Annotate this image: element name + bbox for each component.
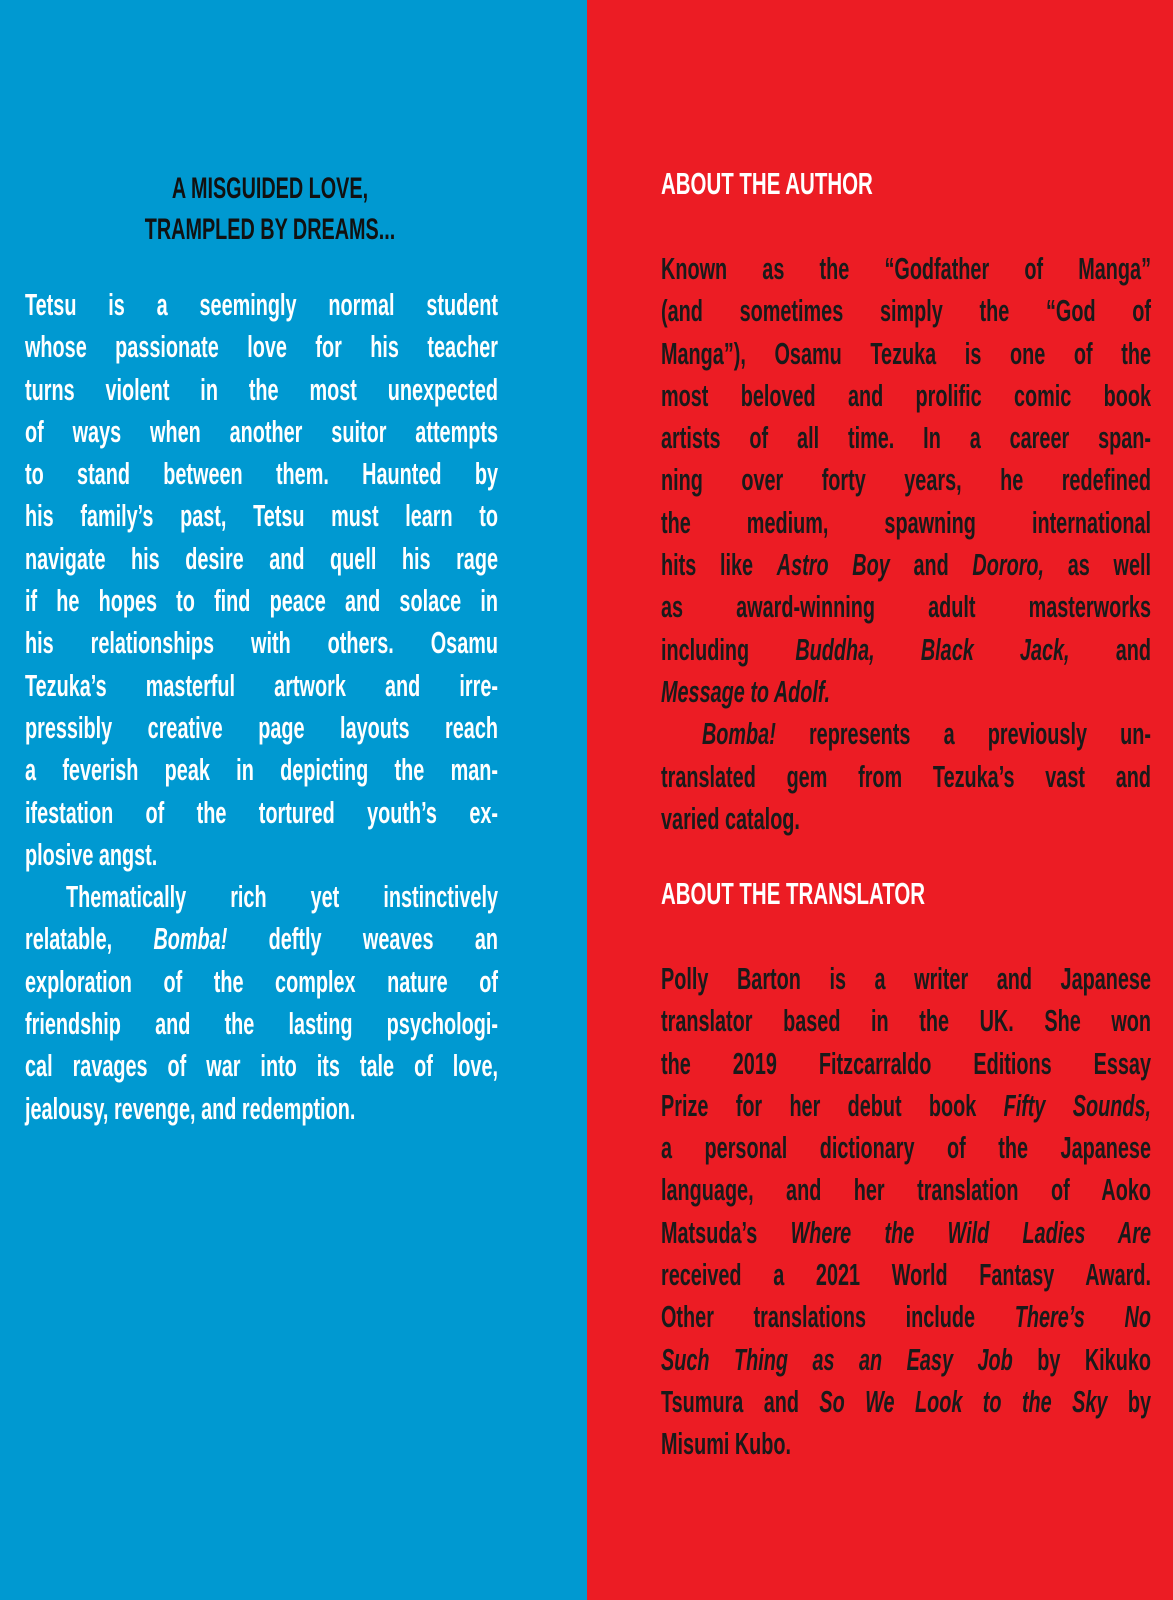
synopsis-line: jealousy, revenge, and redemption.: [25, 1090, 356, 1126]
book-title-fifty-sounds: Fifty Sounds,: [1003, 1087, 1151, 1123]
about-translator-heading-text: ABOUT THE TRANSLATOR: [661, 876, 926, 911]
translator-text-run: Prize for her debut book: [661, 1087, 1004, 1123]
translator-line: a personal dictionary of the Japanese: [661, 1130, 1151, 1166]
synopsis-line: [25, 918, 498, 960]
author-line: [661, 713, 1151, 755]
author-line: artists of all time. In a career span-: [661, 420, 1151, 456]
tagline: [0, 168, 540, 250]
synopsis-text: [25, 284, 498, 1130]
translator-line: Misumi Kubo.: [661, 1426, 792, 1462]
author-line: [661, 671, 1151, 713]
author-line: the medium, spawning international: [661, 504, 1151, 540]
author-text-run: including: [661, 631, 796, 667]
synopsis-line: a feverish peak in depicting the man-: [25, 752, 498, 788]
author-line: Manga”), Osamu Tezuka is one of the: [661, 335, 1151, 371]
about-author-heading-text: ABOUT THE AUTHOR: [661, 166, 873, 201]
translator-text-run: Other translations include: [661, 1299, 1015, 1335]
synopsis-line: cal ravages of war into its tale of love,: [25, 1048, 498, 1084]
author-line: translated gem from Tezuka’s vast and: [661, 758, 1151, 794]
tagline-line-2: TRAMPLED BY DREAMS...: [144, 213, 396, 246]
book-title-astro-boy: Astro Boy: [776, 547, 890, 583]
book-title-theres-no-such-thing: There’s No: [1014, 1299, 1151, 1335]
translator-line: the 2019 Fitzcarraldo Editions Essay: [661, 1045, 1151, 1081]
synopsis-line: his relationships with others. Osamu: [25, 625, 498, 661]
author-line: (and sometimes simply the “God of: [661, 293, 1151, 329]
translator-text-run: Matsuda’s: [661, 1214, 791, 1250]
author-text-run: as well: [1044, 547, 1151, 583]
book-title-bomba: Bomba!: [153, 921, 228, 957]
synopsis-line: exploration of the complex nature of: [25, 963, 498, 999]
book-title-message-to-adolf: Message to Adolf.: [661, 673, 831, 709]
author-line: most beloved and prolific comic book: [661, 377, 1151, 413]
author-line: [661, 544, 1151, 586]
author-line: Known as the “Godfather of Manga”: [661, 251, 1151, 286]
book-title-easy-job: Such Thing as an Easy Job: [661, 1341, 1013, 1377]
translator-line: Polly Barton is a writer and Japanese: [661, 961, 1151, 996]
translator-text-run: by: [1107, 1383, 1151, 1419]
synopsis-line: of ways when another suitor attempts: [25, 413, 498, 449]
translator-text-run: by Kikuko: [1012, 1341, 1151, 1377]
translator-line: [661, 1296, 1151, 1338]
book-title-bomba: Bomba!: [701, 716, 776, 752]
synopsis-line: if he hopes to find peace and solace in: [25, 583, 498, 619]
synopsis-line: Tetsu is a seemingly normal student: [25, 287, 498, 322]
translator-line: [661, 1339, 1151, 1381]
synopsis-line: his family’s past, Tetsu must learn to: [25, 498, 498, 534]
synopsis-line: plosive angst.: [25, 836, 158, 872]
synopsis-line: friendship and the lasting psychologi-: [25, 1006, 498, 1042]
author-line: varied catalog.: [661, 800, 800, 836]
book-title-so-we-look-to-the-sky: So We Look to the Sky: [819, 1383, 1108, 1419]
author-text-run: and: [889, 547, 973, 583]
author-line: [661, 629, 1151, 671]
synopsis-text-run: deftly weaves an: [227, 921, 498, 957]
synopsis-line: pressibly creative page layouts reach: [25, 709, 498, 745]
synopsis-line: Tezuka’s masterful artwork and irre-: [25, 667, 498, 703]
about-translator-heading: [661, 874, 1061, 914]
synopsis-text-run: relatable,: [25, 921, 154, 957]
translator-line: [661, 1212, 1151, 1254]
author-text-run: hits like: [661, 547, 777, 583]
author-line: ning over forty years, he redefined: [661, 462, 1151, 498]
author-text-run: represents a previously un-: [775, 716, 1151, 752]
translator-line: received a 2021 World Fantasy Award.: [661, 1257, 1151, 1293]
translator-line: [661, 1381, 1151, 1423]
synopsis-line: ifestation of the tortured youth’s ex-: [25, 794, 498, 830]
synopsis-line: Thematically rich yet instinctively: [65, 879, 499, 915]
synopsis-line: turns violent in the most unexpected: [25, 371, 498, 407]
author-line: as award-winning adult masterworks: [661, 589, 1151, 625]
translator-line: language, and her translation of Aoko: [661, 1172, 1151, 1208]
synopsis-line: to stand between them. Haunted by: [25, 456, 498, 492]
about-author-heading: [661, 164, 982, 204]
book-title-dororo: Dororo,: [972, 547, 1045, 583]
translator-line: translator based in the UK. She won: [661, 1003, 1151, 1039]
book-title-buddha-black-jack: Buddha, Black Jack,: [795, 631, 1070, 667]
translator-line: [661, 1085, 1151, 1127]
synopsis-line: navigate his desire and quell his rage: [25, 540, 498, 576]
synopsis-line: whose passionate love for his teacher: [25, 329, 498, 365]
tagline-line-1: A MISGUIDED LOVE,: [171, 172, 369, 205]
about-author-text: [661, 248, 1151, 840]
translator-text-run: Tsumura and: [661, 1383, 820, 1419]
book-title-where-the-wild-ladies-are: Where the Wild Ladies Are: [790, 1214, 1151, 1250]
author-text-run: and: [1069, 631, 1151, 667]
about-translator-text: [661, 958, 1151, 1466]
